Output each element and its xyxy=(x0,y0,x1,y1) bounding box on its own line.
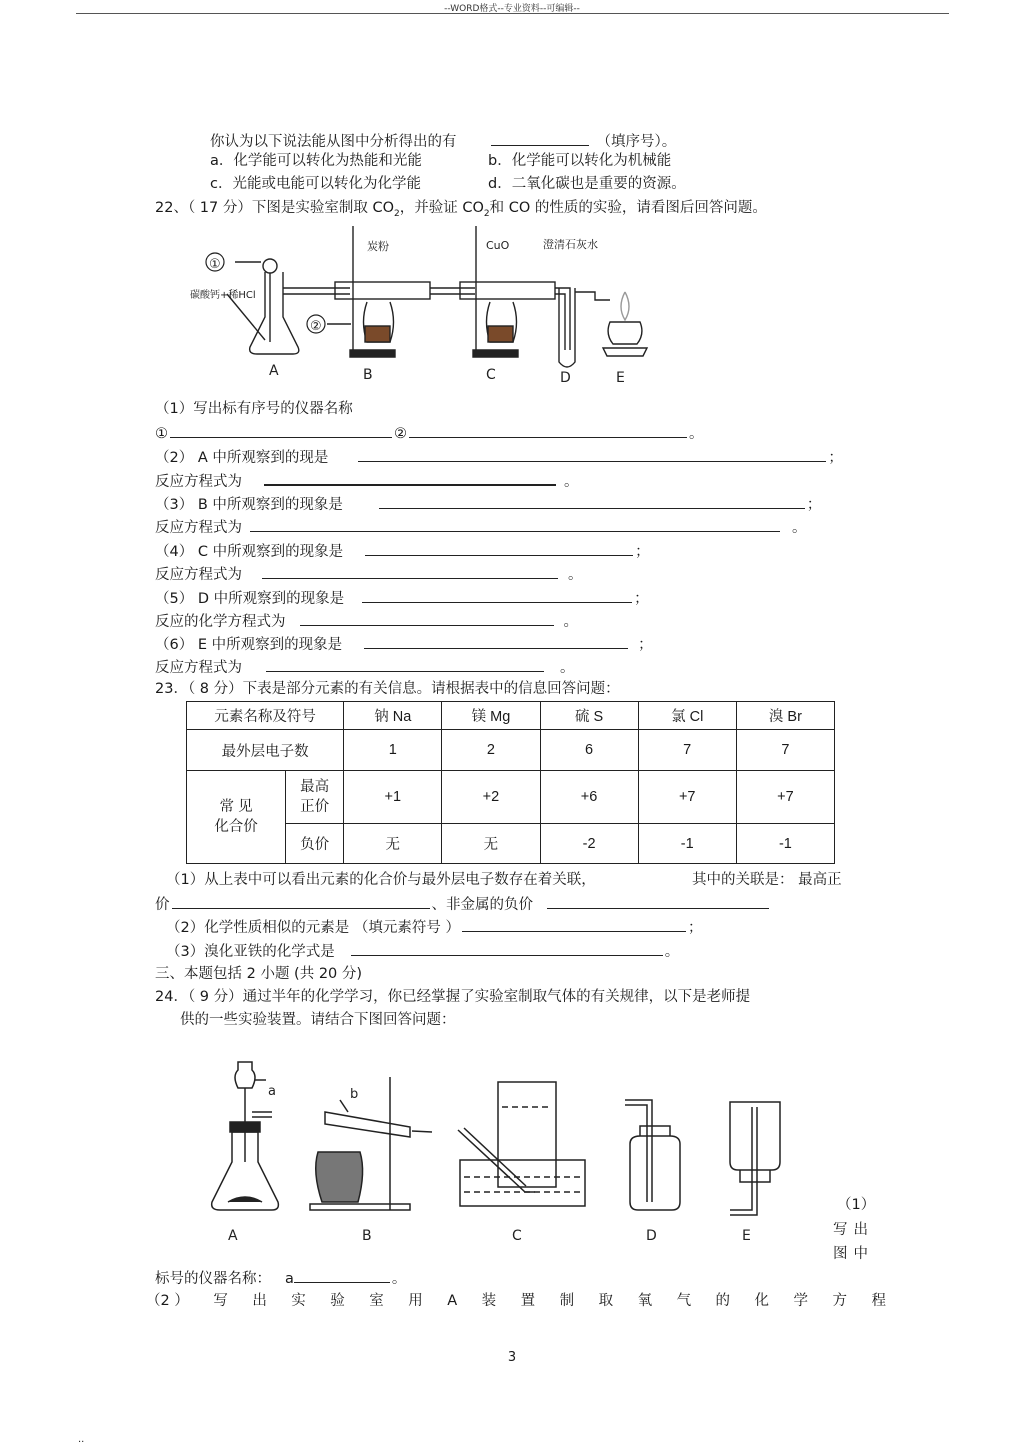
answer-blank[interactable] xyxy=(170,423,392,438)
table-row xyxy=(187,702,835,730)
table-cell: 无 xyxy=(442,824,540,864)
q24-sub2-char: A xyxy=(447,1293,458,1309)
q22-fig-label-1: ① xyxy=(209,257,221,272)
q24-fig-letter-d: D xyxy=(646,1228,657,1244)
table-header-cell: 溴 Br xyxy=(736,702,834,730)
table-cell: +7 xyxy=(736,771,834,824)
q24-sub2-char: 室 xyxy=(369,1293,384,1309)
q21-option-d: d．二氧化碳也是重要的资源。 xyxy=(488,176,686,192)
q24-side-1: （1） xyxy=(837,1197,876,1213)
q22-fig-reagent-b: 炭粉 xyxy=(367,240,389,253)
q21-prompt: 你认为以下说法能从图中分析得出的有 （填序号）。 xyxy=(210,131,676,151)
table-cell: -1 xyxy=(736,824,834,864)
q24-sub2-char: 气 xyxy=(676,1293,692,1309)
q24-side-2: 写出 xyxy=(833,1222,874,1238)
table-header-cell: 硫 S xyxy=(540,702,638,730)
q24-sub2-char: 取 xyxy=(598,1293,614,1309)
table-cell: 7 xyxy=(638,730,736,771)
answer-blank[interactable] xyxy=(365,541,633,556)
q24-mark-line: 标号的仪器名称： a 。 xyxy=(155,1268,406,1288)
q24-sub2-char: 置 xyxy=(520,1293,536,1309)
section-3-title: 三、本题包括 2 小题 (共 20 分) xyxy=(155,966,363,982)
q23-sub1-c: 价 、非金属的负价 xyxy=(155,894,771,914)
q24-sub2-char: 氧 xyxy=(637,1293,653,1309)
answer-blank[interactable] xyxy=(250,517,780,532)
q22-sub6: （6） E 中所观察到的现象是 ； xyxy=(155,634,653,654)
table-cell: 7 xyxy=(736,730,834,771)
table-cell: 2 xyxy=(442,730,540,771)
answer-blank[interactable] xyxy=(351,941,663,956)
q24-apparatus-figure xyxy=(200,1052,790,1244)
table-cell: +2 xyxy=(442,771,540,824)
table-cell: +7 xyxy=(638,771,736,824)
q22-fig-letter-a: A xyxy=(269,363,279,379)
q24-sub2-char: 实 xyxy=(291,1293,306,1309)
q24-line1: 24．（ 9 分）通过半年的化学学习，你已经掌握了实验室制取气体的有关规律，以下是老师提 xyxy=(155,989,751,1005)
answer-blank[interactable] xyxy=(266,657,544,672)
answer-blank[interactable] xyxy=(262,564,558,579)
q22-sub4: （4） C 中所观察到的现象是 ； xyxy=(155,541,650,561)
q24-sub2-char: 出 xyxy=(252,1293,267,1309)
table-cell: 1 xyxy=(344,730,442,771)
q24-fig-letter-b: B xyxy=(362,1228,372,1244)
q22-sub6-eq: 反应方程式为 。 xyxy=(155,657,575,677)
q22-fig-letter-d: D xyxy=(560,370,571,386)
table-header-cell: 元素名称及符号 xyxy=(187,702,344,730)
q22-sub4-eq: 反应方程式为 。 xyxy=(155,564,583,584)
q22-fig-reagent-c: CuO xyxy=(486,239,510,252)
answer-blank[interactable] xyxy=(462,917,686,932)
q22-sub3: （3） B 中所观察到的现象是 ； xyxy=(155,494,821,514)
answer-blank[interactable] xyxy=(364,634,628,649)
q24-sub2-char: （2 ） xyxy=(146,1293,189,1309)
q21-option-a: a．化学能可以转化为热能和光能 xyxy=(210,153,422,169)
page-number: 3 xyxy=(507,1350,517,1365)
footer-dots: .. xyxy=(78,1434,85,1445)
q24-sub2-char: 化 xyxy=(754,1293,770,1309)
q22-sub5-eq: 反应的化学方程式为 。 xyxy=(155,611,578,631)
q24-fig-letter-a: A xyxy=(228,1228,238,1244)
q22-fig-letter-b: B xyxy=(363,367,373,383)
q24-sub2-char: 用 xyxy=(408,1293,423,1309)
table-cell: +6 xyxy=(540,771,638,824)
page-header: --WORD格式--专业资料--可编辑-- xyxy=(444,4,580,14)
table-row-label: 常 见 化合价 xyxy=(187,771,286,864)
q22-fig-letter-e: E xyxy=(616,370,625,386)
table-header-cell: 氯 Cl xyxy=(638,702,736,730)
table-cell: 6 xyxy=(540,730,638,771)
answer-blank[interactable] xyxy=(409,423,687,438)
q24-sub2-char: 程 xyxy=(871,1293,886,1309)
q21-option-b: b．化学能可以转化为机械能 xyxy=(488,153,672,169)
table-row xyxy=(187,771,835,824)
q22-fig-reagent-d: 澄清石灰水 xyxy=(543,238,598,251)
q24-fig-label-b: b xyxy=(350,1087,359,1102)
table-subrow-label: 负价 xyxy=(286,824,344,864)
q23-sub1-a: （1）从上表中可以看出元素的化合价与最外层电子数存在着关联， xyxy=(166,872,596,888)
q24-line2: 供的一些实验装置。请结合下图回答问题： xyxy=(180,1012,456,1028)
q24-fig-letter-c: C xyxy=(512,1228,522,1244)
q24-sub2-char: 装 xyxy=(481,1293,497,1309)
q24-sub2-char: 写 xyxy=(213,1293,228,1309)
q22-sub2: （2） A 中所观察到的现是 ； xyxy=(155,447,843,467)
q22-sub2-eq: 反应方程式为 。 xyxy=(155,470,579,491)
answer-blank[interactable] xyxy=(547,894,769,909)
q24-fig-letter-e: E xyxy=(742,1228,751,1244)
q24-sub2-char: 验 xyxy=(330,1293,345,1309)
header-rule xyxy=(76,13,949,14)
q22-fig-letter-c: C xyxy=(486,367,496,383)
table-cell: -1 xyxy=(638,824,736,864)
answer-blank[interactable] xyxy=(358,447,826,462)
table-header-cell: 镁 Mg xyxy=(442,702,540,730)
q22-apparatus-figure xyxy=(185,222,665,390)
q22-sub3-eq: 反应方程式为 。 xyxy=(155,517,807,537)
q24-sub2-char: 学 xyxy=(793,1293,809,1309)
table-cell: 无 xyxy=(344,824,442,864)
element-info-table xyxy=(186,701,835,864)
q22-fig-reagent-a: 碳酸钙+稀HCl xyxy=(190,290,256,301)
q24-sub2-char: 制 xyxy=(559,1293,575,1309)
q23-sub1-b: 其中的关联是： 最高正 xyxy=(692,872,842,888)
q24-sub2-char: 的 xyxy=(715,1293,731,1309)
q23-sub3: （3）溴化亚铁的化学式是 。 xyxy=(166,941,679,961)
table-row xyxy=(187,730,835,771)
q21-option-c: c．光能或电能可以转化为化学能 xyxy=(210,176,421,192)
table-header-cell: 钠 Na xyxy=(344,702,442,730)
answer-blank[interactable] xyxy=(264,470,556,486)
q22-sub5: （5） D 中所观察到的现象是 ； xyxy=(155,588,649,608)
table-cell: +1 xyxy=(344,771,442,824)
answer-blank[interactable] xyxy=(300,611,554,626)
q22-fig-label-2: ② xyxy=(310,319,322,334)
q22-sub1-answers: ① ② 。 xyxy=(155,423,704,443)
answer-blank[interactable] xyxy=(379,494,805,509)
table-row-label: 最外层电子数 xyxy=(187,730,344,771)
q23-title: 23．（ 8 分）下表是部分元素的有关信息。请根据表中的信息回答问题： xyxy=(155,681,620,697)
q24-side-3: 图中 xyxy=(833,1246,874,1262)
answer-blank[interactable] xyxy=(172,894,430,909)
table-subrow-label: 最高 正价 xyxy=(286,771,344,824)
q23-sub2: （2）化学性质相似的元素是 （填元素符号 ） ； xyxy=(166,917,702,937)
answer-blank[interactable] xyxy=(362,588,632,603)
q24-sub2-spaced xyxy=(146,1292,886,1310)
answer-blank[interactable] xyxy=(294,1268,390,1283)
q24-sub2-char: 方 xyxy=(832,1293,847,1309)
table-cell: -2 xyxy=(540,824,638,864)
q22-title: 22、（ 17 分）下图是实验室制取 $CO_2$，并验证 $CO_2$和 CO 的性质的实验，请看图后回答问题。 xyxy=(155,200,767,219)
q24-fig-label-a: a xyxy=(268,1084,276,1099)
q22-sub1: （1）写出标有序号的仪器名称 xyxy=(155,401,353,417)
